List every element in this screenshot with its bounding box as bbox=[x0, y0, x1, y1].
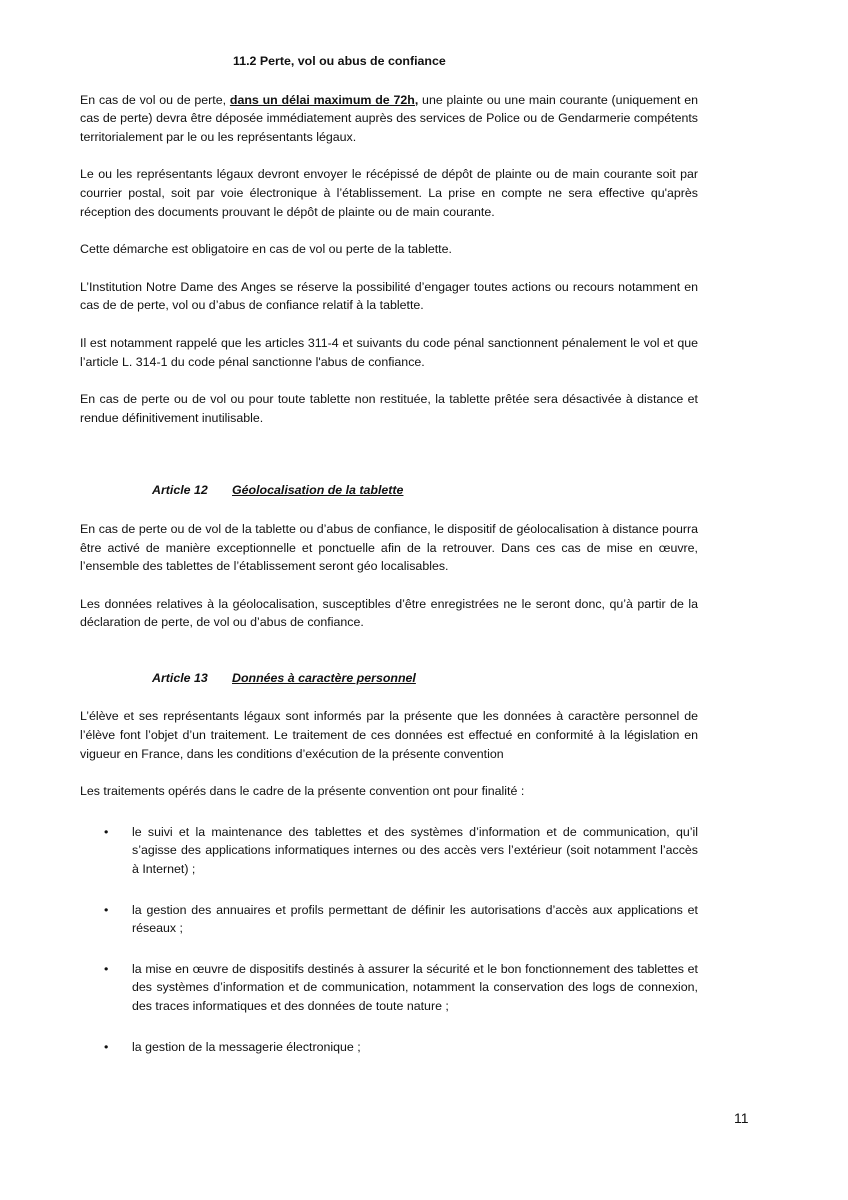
article-number: Article 13 bbox=[152, 670, 208, 685]
list-item-text: la mise en œuvre de dispositifs destinés à assurer la sécurité et le bon fonctionnement des tablettes et des systèmes d’information et de communication, notamment la conservation des logs de connexion, des traces informatiques et des données de toute nature ; bbox=[132, 961, 698, 1013]
paragraph-text: En cas de vol ou de perte, bbox=[80, 92, 230, 107]
article-number: Article 12 bbox=[152, 483, 208, 498]
paragraph-geolocation-activation: En cas de perte ou de vol de la tablette ou d’abus de confiance, le dispositif de géolocalisation à distance pourra être activé de manière exceptionnelle et ponctuelle afin de la retrouver. Dans ces cas de mise en œuvre, l’ensemble des tablettes de l’établissement seront géo localisables. bbox=[80, 521, 698, 574]
section-title: 11.2 Perte, vol ou abus de confiance bbox=[233, 54, 446, 68]
list-item-text: le suivi et la maintenance des tablettes et des systèmes d’information et de communication, qu’il s’agisse des applications informatiques internes ou des accès vers l’extérieur (soit notamment l’accès à Internet) ; bbox=[132, 824, 698, 877]
article-13-heading bbox=[80, 669, 698, 688]
bullet-icon: • bbox=[104, 1039, 109, 1054]
list-item-text: la gestion de la messagerie électronique ; bbox=[132, 1039, 361, 1054]
article-12-heading bbox=[80, 481, 698, 500]
article-title: Données à caractère personnel bbox=[232, 670, 416, 685]
paragraph-penal-code: Il est notamment rappelé que les articles 311-4 et suivants du code pénal sanctionnent pénalement le vol et que l’article L. 314-1 du code pénal sanctionne l'abus de confiance. bbox=[80, 335, 698, 369]
list-item bbox=[80, 1038, 698, 1057]
paragraph-institution-rights: L’Institution Notre Dame des Anges se réserve la possibilité d’engager toutes actions ou recours notamment en cas de de perte, vol ou d’abus de confiance relatif à la tablette. bbox=[80, 279, 698, 313]
paragraph-personal-data: L’élève et ses représentants légaux sont informés par la présente que les données à caractère personnel de l’élève font l’objet d’un traitement. Le traitement de ces données est effectué en conformité à la législation en vigueur en France, dans les conditions d’exécution de la présente convention bbox=[80, 709, 698, 761]
list-item bbox=[80, 823, 698, 879]
paragraph-receipt: Le ou les représentants légaux devront envoyer le récépissé de dépôt de plainte ou de main courante soit par courrier postal, soit par voie électronique à l’établissement. La prise en compte ne sera effective qu'après réception des documents prouvant le dépôt de plainte ou de main courante. bbox=[80, 167, 698, 219]
paragraph-text: une plainte ou une main courante (uniquement en cas de perte) devra être déposée immédiatement auprès des services de Police ou de Gendarmerie compétents territorialement par le ou les représentants légaux. bbox=[80, 92, 699, 144]
paragraph-processing-purpose: Les traitements opérés dans le cadre de la présente convention ont pour finalité : bbox=[80, 784, 525, 799]
list-item-text: la gestion des annuaires et profils permettant de définir les autorisations d’accès aux applications et réseaux ; bbox=[132, 902, 698, 936]
paragraph-complaint-deadline bbox=[80, 91, 698, 147]
page-content bbox=[80, 52, 698, 1078]
page-number: 11 bbox=[734, 1110, 749, 1126]
paragraph-deactivation: En cas de perte ou de vol ou pour toute tablette non restituée, la tablette prêtée sera désactivée à distance et rendue définitivement inutilisable. bbox=[80, 392, 698, 425]
list-item bbox=[80, 901, 698, 938]
bullet-icon: • bbox=[104, 961, 109, 976]
bullet-icon: • bbox=[104, 824, 109, 839]
list-item bbox=[80, 960, 698, 1016]
bullet-icon: • bbox=[104, 902, 109, 917]
purpose-list bbox=[80, 823, 698, 1056]
deadline-emphasis: dans un délai maximum de 72h, bbox=[229, 92, 419, 107]
paragraph-geolocation-data: Les données relatives à la géolocalisation, susceptibles d’être enregistrées ne le seront donc, qu’à partir de la déclaration de perte, de vol ou d’abus de confiance. bbox=[80, 596, 698, 630]
paragraph-mandatory: Cette démarche est obligatoire en cas de vol ou perte de la tablette. bbox=[80, 242, 452, 257]
article-title: Géolocalisation de la tablette bbox=[232, 483, 404, 498]
